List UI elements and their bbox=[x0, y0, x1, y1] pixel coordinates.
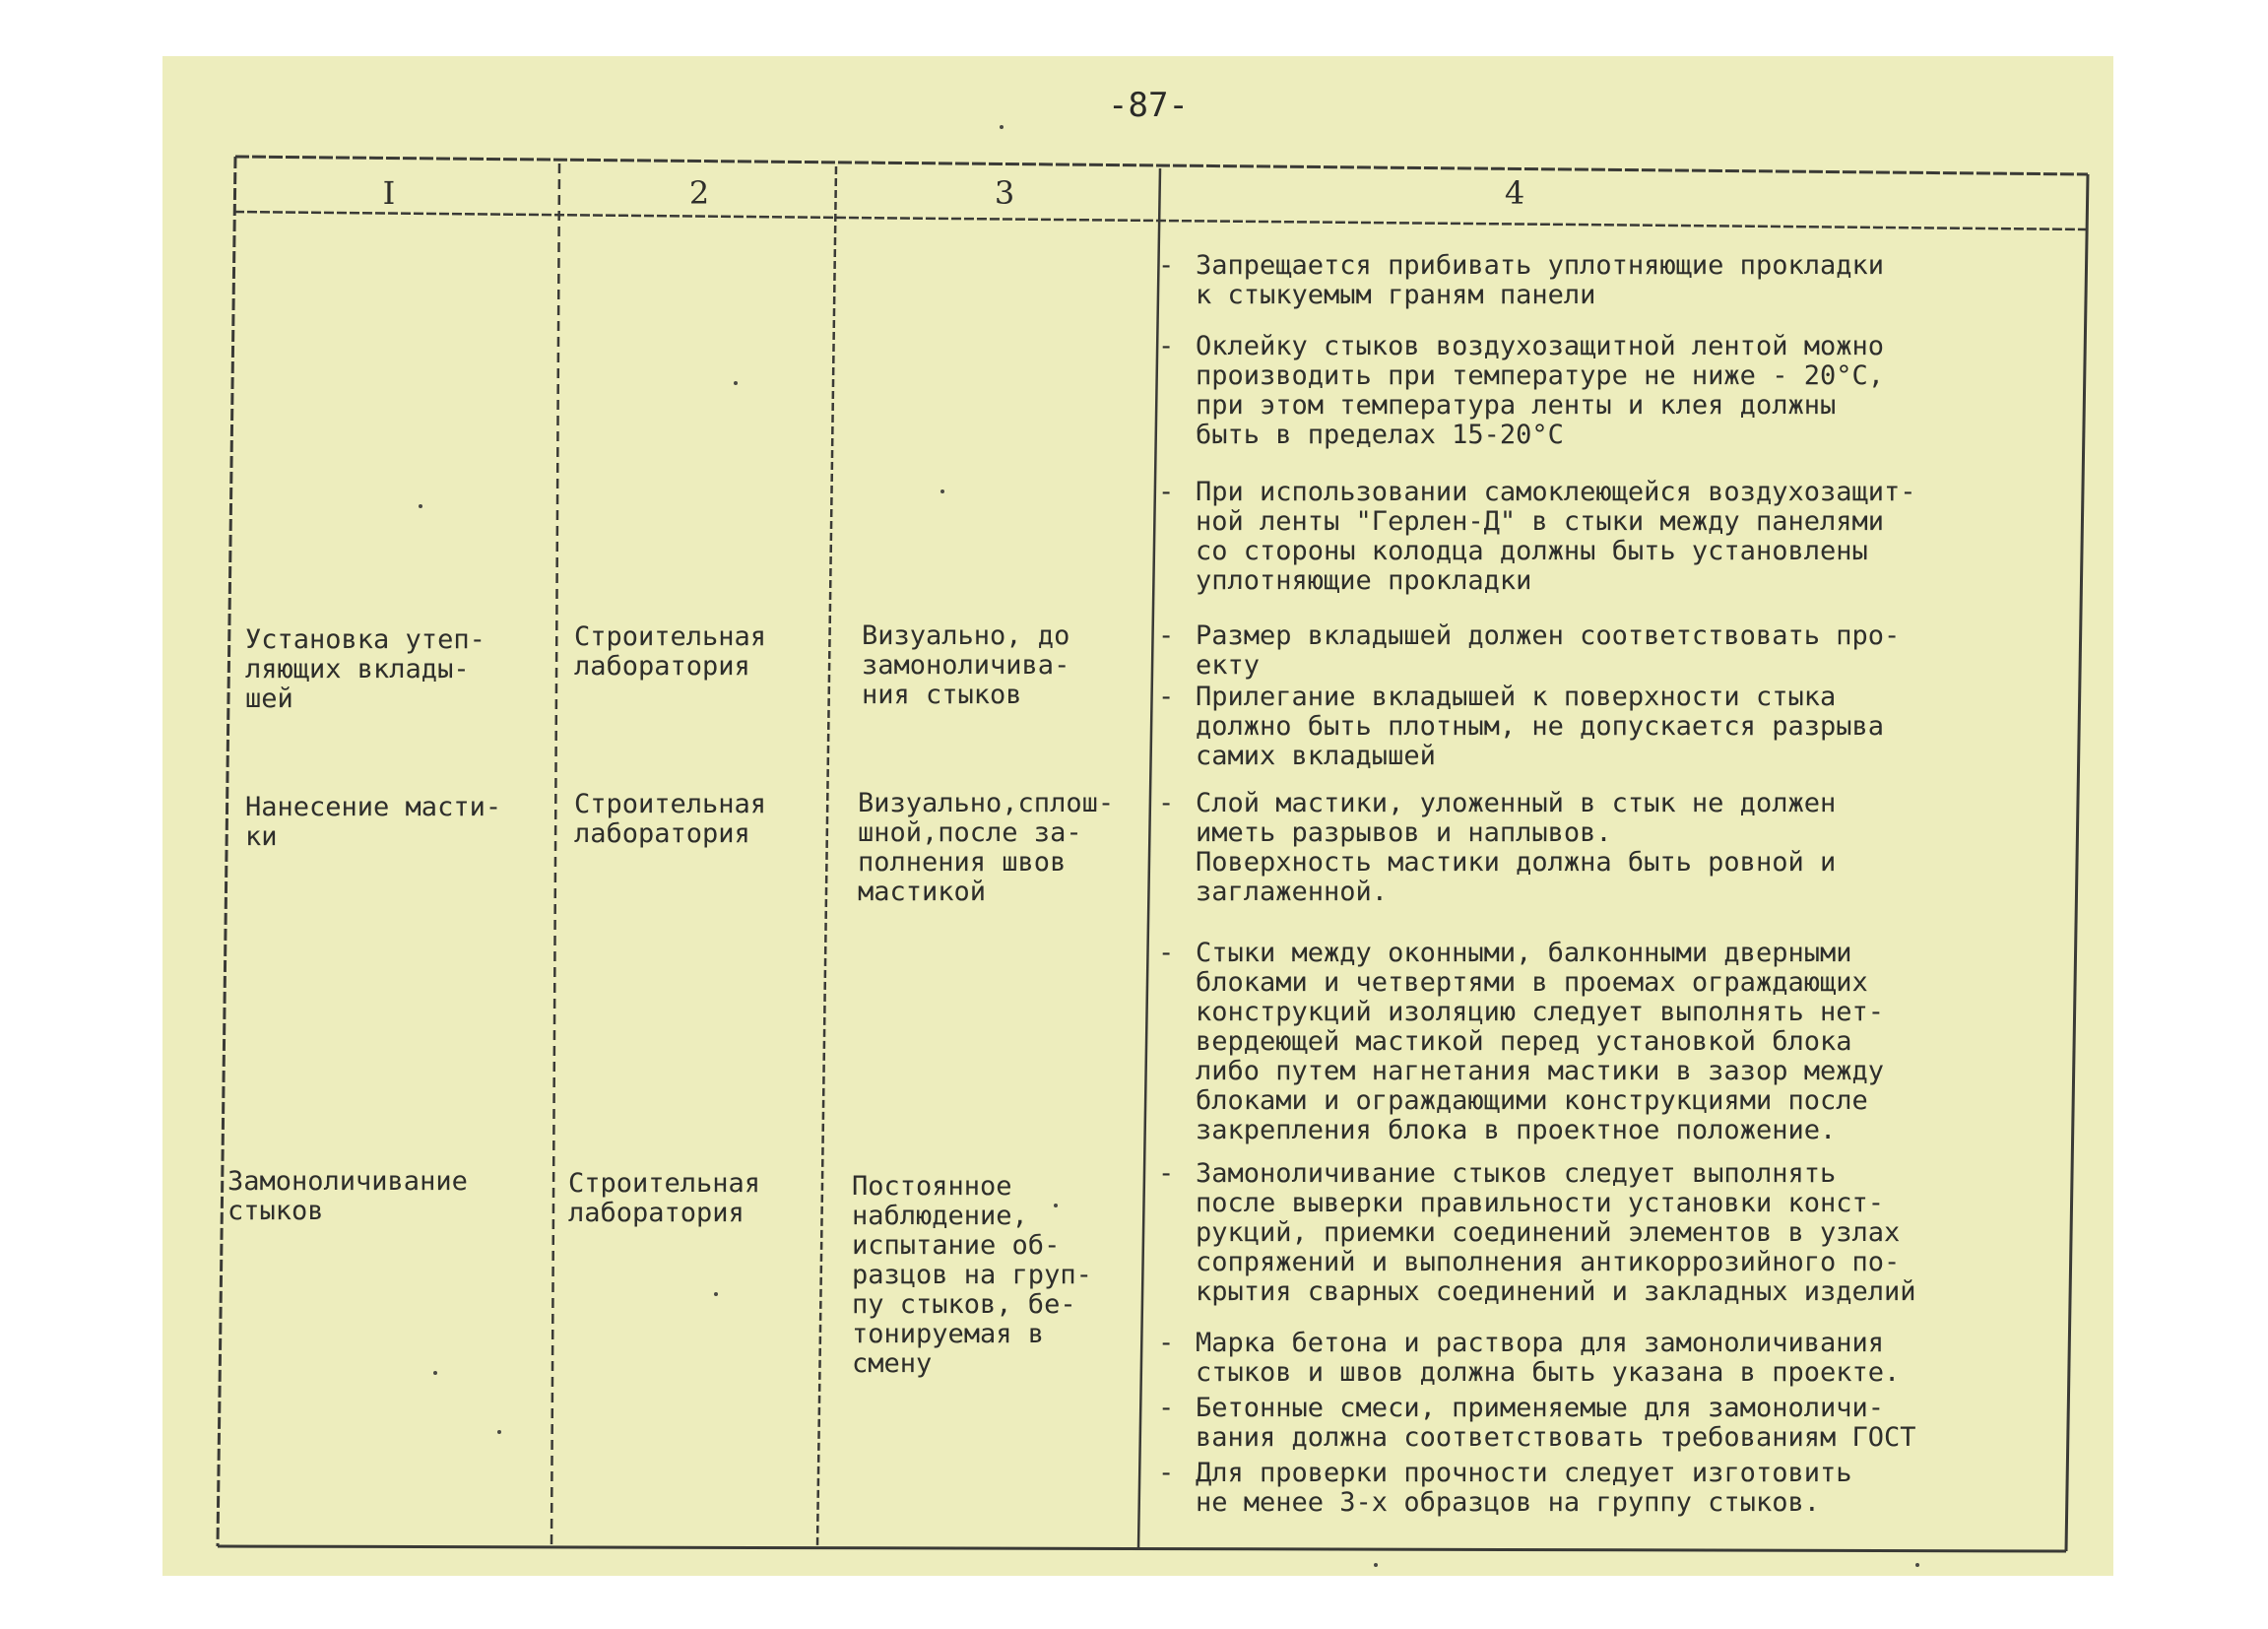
requirement-text: Прилегание вкладышей к поверхности стыка должно быть плотным, не допускается разрыва самих вкладышей bbox=[1196, 682, 1884, 771]
requirement-text: Стыки между оконными, балконными дверными блоками и четвертями в проемах ограждающих конструкций изоляцию следует выполнять нет- вердеющей мастикой перед установкой блока либо путем нагнетания мастики в зазор между блоками и ограждающими конструкциями после закрепления блока в проектное положение. bbox=[1196, 938, 1884, 1145]
requirement-dash: - bbox=[1158, 620, 1175, 651]
requirement-text: Запрещается прибивать уплотняющие прокладки к стыкуемым граням панели bbox=[1196, 250, 1884, 310]
scanned-page bbox=[162, 56, 2113, 1576]
scan-speck bbox=[1915, 1563, 1919, 1567]
column-separator-2 bbox=[817, 166, 836, 1547]
table-bottom-border bbox=[218, 1546, 2066, 1551]
scan-speck bbox=[419, 504, 422, 508]
requirement-dash: - bbox=[1158, 682, 1175, 712]
requirement-text: Замоноличивание стыков следует выполнять после выверки правильности установки конст- рукций, приемки соединений элементов в узлах сопряжений и выполнения антикоррозийного по- крытия сварных соединений и закладных изделий bbox=[1196, 1158, 1916, 1307]
scan-speck bbox=[497, 1430, 501, 1434]
executor-cell: Строительная лаборатория bbox=[574, 621, 767, 682]
scan-speck bbox=[1374, 1563, 1378, 1567]
requirement-dash: - bbox=[1158, 938, 1175, 968]
table-top-border bbox=[235, 157, 2088, 174]
executor-cell: Строительная лаборатория bbox=[574, 789, 767, 849]
column-header-1: I bbox=[382, 174, 396, 212]
method-cell: Визуально, до замоноличива- ния стыков bbox=[862, 620, 1070, 710]
requirement-dash: - bbox=[1158, 1328, 1175, 1358]
page-number: -87- bbox=[1108, 86, 1189, 125]
requirement-text: Размер вкладышей должен соответствовать про- екту bbox=[1196, 620, 1901, 681]
method-cell: Визуально,сплош- шной,после за- полнения швов мастикой bbox=[858, 788, 1115, 907]
executor-cell: Строительная лаборатория bbox=[568, 1168, 761, 1228]
requirement-text: Бетонные смеси, применяемые для замоноличи- вания должна соответствовать требованиям ГОСТ bbox=[1196, 1393, 1916, 1453]
requirement-dash: - bbox=[1158, 250, 1175, 281]
column-header-2: 2 bbox=[688, 174, 710, 212]
operation-cell: Установка утеп- ляющих вклады- шей bbox=[245, 624, 486, 714]
scan-speck bbox=[734, 381, 738, 385]
operation-cell: Нанесение масти- ки bbox=[245, 792, 502, 852]
column-separator-1 bbox=[551, 163, 559, 1546]
operation-cell: Замоноличивание стыков bbox=[227, 1166, 468, 1226]
requirement-text: Для проверки прочности следует изготовить не менее 3-х образцов на группу стыков. bbox=[1196, 1458, 1852, 1518]
requirement-dash: - bbox=[1158, 1458, 1175, 1488]
scan-speck bbox=[940, 489, 944, 493]
requirement-text: Марка бетона и раствора для замоноличивания стыков и швов должна быть указана в проекте. bbox=[1196, 1328, 1901, 1388]
requirement-dash: - bbox=[1158, 1158, 1175, 1189]
header-separator bbox=[234, 212, 2087, 229]
requirement-text: Слой мастики, уложенный в стык не должен иметь разрывов и наплывов. Поверхность мастики должна быть ровной и заглаженной. bbox=[1196, 788, 1837, 907]
scan-speck bbox=[1054, 1204, 1058, 1207]
requirement-dash: - bbox=[1158, 331, 1175, 361]
scan-speck bbox=[1000, 125, 1004, 129]
scan-speck bbox=[433, 1371, 437, 1375]
requirement-dash: - bbox=[1158, 477, 1175, 507]
table-left-border bbox=[218, 157, 235, 1546]
requirement-dash: - bbox=[1158, 1393, 1175, 1423]
scan-speck bbox=[714, 1292, 718, 1296]
column-header-3: 3 bbox=[994, 174, 1015, 212]
requirement-text: Оклейку стыков воздухозащитной лентой можно производить при температуре не ниже - 20°С, при этом температура ленты и клея должны быть в пределах 15-20°С bbox=[1196, 331, 1884, 450]
column-header-4: 4 bbox=[1504, 174, 1525, 212]
method-cell: Постоянное наблюдение, испытание об- разцов на груп- пу стыков, бе- тонируемая в смену bbox=[852, 1171, 1092, 1379]
requirement-dash: - bbox=[1158, 788, 1175, 818]
requirement-text: При использовании самоклеющейся воздухозащит- ной ленты "Герлен-Д" в стыки между панелями со стороны колодца должны быть установлены уплотняющие прокладки bbox=[1196, 477, 1916, 596]
